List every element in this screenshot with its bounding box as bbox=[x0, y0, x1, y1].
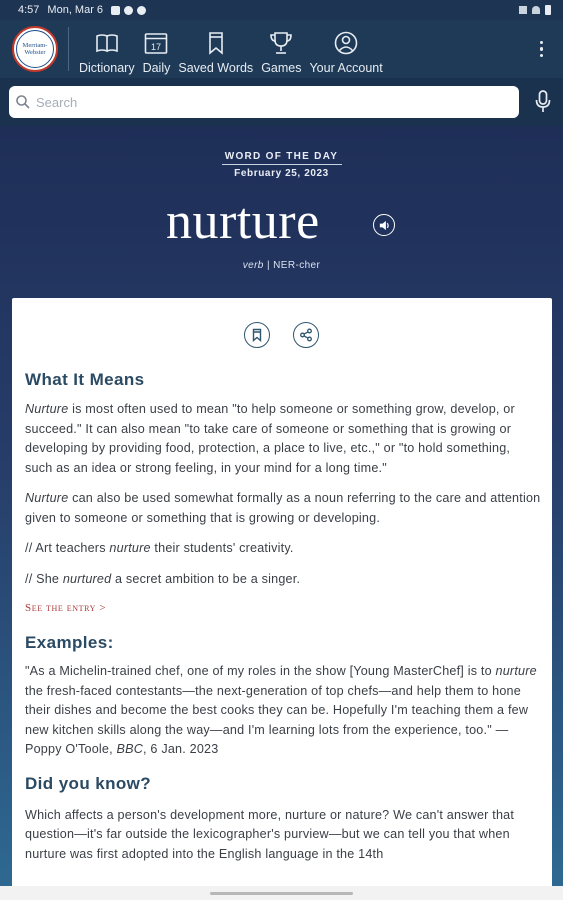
nav-label-your-account: Your Account bbox=[309, 61, 383, 75]
wotd-date: February 25, 2023 bbox=[234, 168, 329, 179]
search-box[interactable] bbox=[9, 86, 519, 118]
nav-item-daily[interactable] bbox=[139, 23, 175, 75]
usage-example-1 bbox=[25, 539, 541, 559]
italic-term: nurture bbox=[109, 541, 151, 555]
example-text: a secret ambition to be a singer. bbox=[111, 571, 301, 586]
wifi-icon bbox=[532, 6, 540, 14]
logo-seal bbox=[16, 30, 54, 68]
card-content bbox=[25, 370, 541, 864]
nav-item-dictionary[interactable] bbox=[75, 23, 139, 75]
wotd-divider bbox=[222, 164, 342, 165]
search-icon bbox=[15, 94, 31, 110]
nav-item-games[interactable] bbox=[257, 23, 305, 75]
save-word-button[interactable] bbox=[244, 322, 270, 348]
share-button[interactable] bbox=[293, 322, 319, 348]
nav-label-saved-words: Saved Words bbox=[178, 61, 254, 75]
quote-text: the fresh-faced contestants—the next-generation of top chefs—and help them to hone their dishes and become the best cooks they can be. Hopefully I'm teaching them a few new kitchen skills along the way—and I'm learning lots from the experience, too." — Poppy O'Toole, bbox=[25, 683, 529, 756]
nav-divider bbox=[68, 27, 69, 71]
trophy-icon bbox=[268, 30, 294, 56]
mute-icon bbox=[519, 6, 527, 14]
nav-label-dictionary: Dictionary bbox=[79, 61, 135, 75]
wotd-label: WORD OF THE DAY bbox=[224, 151, 339, 162]
see-the-entry-link[interactable]: See the entry > bbox=[25, 602, 107, 614]
part-of-speech-line bbox=[0, 260, 563, 271]
wotd-word: nurture bbox=[166, 193, 320, 250]
definition-paragraph-1 bbox=[25, 400, 541, 478]
nav-item-your-account[interactable] bbox=[305, 23, 386, 75]
dot-icon bbox=[137, 6, 146, 15]
dnd-icon bbox=[124, 6, 133, 15]
italic-term: Nurture bbox=[25, 491, 69, 505]
example-text: // Art teachers bbox=[25, 541, 110, 555]
status-bar bbox=[0, 0, 563, 20]
status-time: 4:57 bbox=[18, 4, 40, 16]
quote-date: , 6 Jan. 2023 bbox=[143, 742, 219, 756]
pronunciation-text: NER-cher bbox=[273, 260, 321, 271]
definition-text: can also be used somewhat formally as a noun referring to the care and attention given to someone or something that is growing or developing. bbox=[25, 491, 541, 525]
search-input[interactable] bbox=[36, 95, 496, 110]
italic-term: nurture bbox=[495, 664, 537, 678]
logo-text-line1: Merriam- bbox=[22, 42, 48, 49]
part-of-speech: verb bbox=[242, 260, 264, 271]
pronunciation-audio-button[interactable] bbox=[373, 214, 395, 236]
italic-term: Nurture bbox=[25, 402, 69, 416]
top-navigation bbox=[0, 20, 563, 78]
notification-icons bbox=[111, 6, 146, 15]
calendar-day-number: 17 bbox=[151, 42, 162, 52]
word-of-the-day-hero bbox=[0, 126, 563, 900]
merriam-webster-logo[interactable] bbox=[12, 26, 58, 72]
examples-heading: Examples: bbox=[25, 633, 114, 652]
did-you-know-heading: Did you know? bbox=[25, 773, 152, 793]
example-text: their students' creativity. bbox=[150, 541, 294, 555]
example-quote bbox=[25, 662, 541, 760]
definition-paragraph-2 bbox=[25, 489, 541, 528]
share-icon bbox=[299, 328, 313, 342]
italic-term: nurtured bbox=[62, 571, 112, 586]
nav-label-daily: Daily bbox=[142, 61, 171, 75]
definition-text: is most often used to mean "to help someone or something grow, develop, or succeed." It can also mean "to take care of someone or something that is growing or developing by providing food, protection, a place to live, etc.," or "to hold something, such as an idea or strong feeling, in your mind for a long time." bbox=[25, 402, 515, 475]
nav-label-games: Games bbox=[261, 61, 302, 75]
nav-item-saved-words[interactable] bbox=[174, 23, 257, 75]
account-icon bbox=[333, 30, 359, 56]
quote-source: BBC bbox=[116, 742, 144, 756]
wotd-card bbox=[12, 298, 552, 898]
card-actions bbox=[244, 322, 319, 348]
bookmark-icon bbox=[203, 30, 229, 56]
pos-separator: | bbox=[266, 260, 274, 271]
logo-text-line2: Webster bbox=[24, 49, 46, 56]
calendar-icon bbox=[143, 30, 169, 56]
usage-example-2 bbox=[25, 570, 541, 590]
speaker-icon bbox=[378, 219, 391, 232]
gallery-icon bbox=[111, 6, 120, 15]
home-handle[interactable] bbox=[210, 892, 353, 895]
bookmark-icon bbox=[250, 328, 264, 342]
did-you-know-text: Which affects a person's development more, nurture or nature? We can't answer that question—it's far outside the lexicographer's purview—but we can tell you that when nurture was first adopted into the English language in the 14th bbox=[25, 807, 515, 861]
quote-text: "As a Michelin-trained chef, one of my roles in the show [Young MasterChef] is to bbox=[25, 664, 496, 678]
status-date: Mon, Mar 6 bbox=[47, 4, 104, 16]
more-options-icon[interactable] bbox=[540, 41, 544, 58]
book-icon bbox=[94, 30, 120, 56]
search-row bbox=[0, 78, 563, 126]
microphone-icon[interactable] bbox=[533, 89, 553, 115]
gesture-bar bbox=[0, 886, 563, 900]
what-it-means-heading: What It Means bbox=[25, 370, 145, 389]
battery-icon bbox=[545, 5, 551, 15]
example-text: // She bbox=[25, 571, 63, 586]
